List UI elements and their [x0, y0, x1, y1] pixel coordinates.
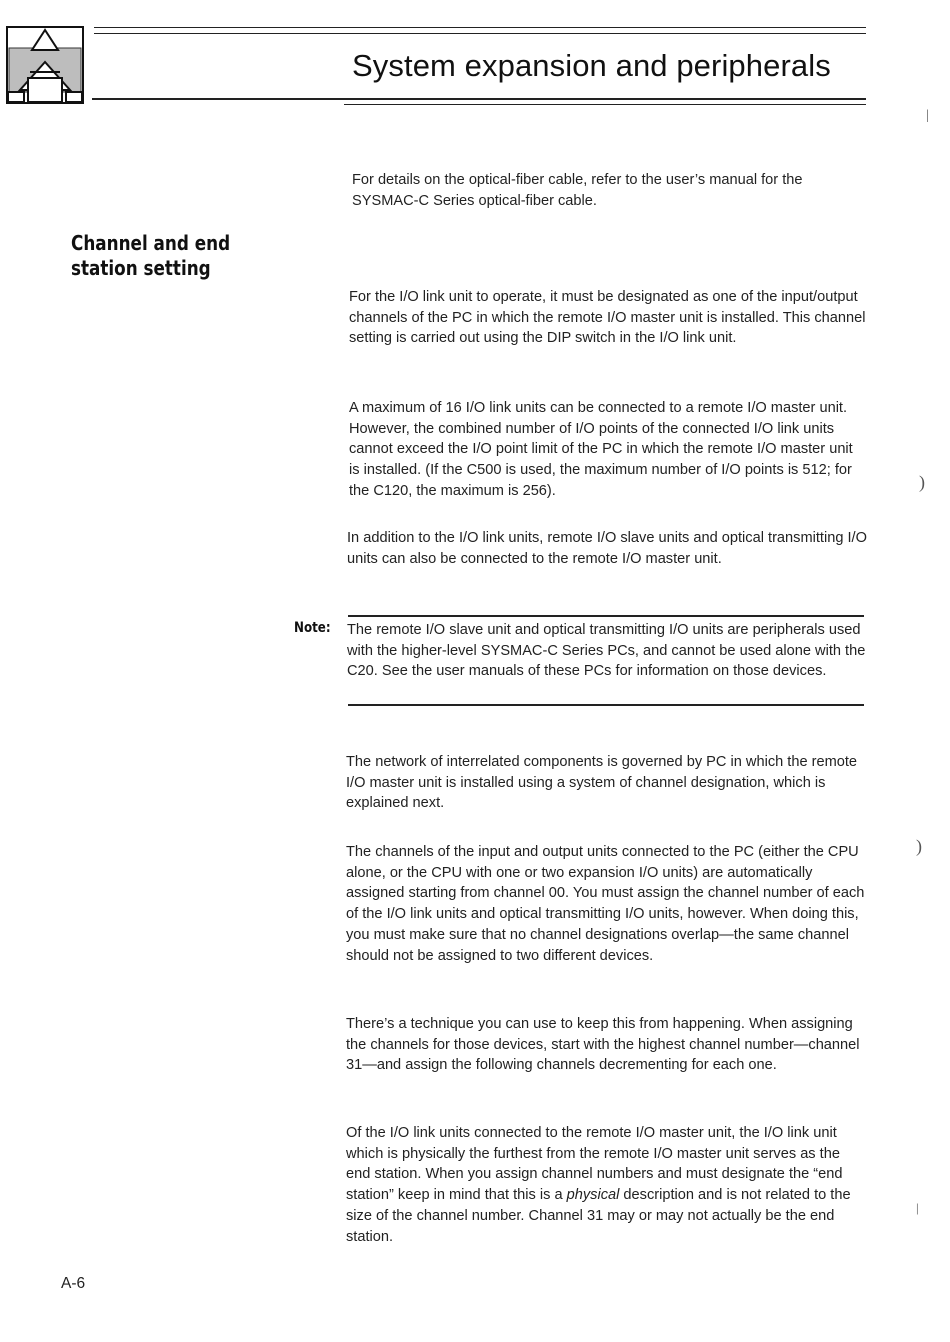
header-rule-bottom [92, 98, 866, 100]
emphasis-physical: physical [566, 1187, 620, 1204]
body-paragraph-4: The network of interrelated components is governed by PC in which the remote I/O master unit is installed using a system of channel designation, which is explained next. [346, 754, 858, 812]
header-rule-top-2 [94, 33, 866, 34]
page-number: A-6 [61, 1275, 86, 1292]
margin-mark: | [926, 108, 929, 123]
body-paragraph-3: In addition to the I/O link units, remote I/O slave units and optical transmitting I/O units can also be connected to the remote I/O master unit. [347, 530, 867, 567]
note-label: Note: [294, 620, 331, 636]
body-paragraph-1: For the I/O link unit to operate, it must be designated as one of the input/output channels of the PC in which the remote I/O master unit is installed. This channel setting is carried out using the DIP switch in the I/O link unit. [349, 289, 866, 347]
intro-paragraph: For details on the optical-fiber cable, refer to the user’s manual for the SYSMAC-C Series optical-fiber cable. [352, 172, 803, 209]
margin-mark: ) [916, 836, 922, 856]
section-heading: Channel and end station setting [71, 231, 231, 280]
body-paragraph-7 [346, 1123, 866, 1247]
body-paragraph-7-start: Of the I/O link units connected to the remote I/O master unit, the I/O link unit which is physically the furthest from the remote I/O master unit serves as the end station. When you assign channel numbers and must designate the “end station” keep in mind that this is a [346, 1125, 843, 1204]
body-paragraph-5: The channels of the input and output units connected to the PC (either the CPU alone, or the CPU with one or two expansion I/O units) are automatically assigned starting from channel 00. You must assign the channel number of each of the I/O link units and optical transmitting I/O units, however. When doing this, you must make sure that no channel designations overlap—the same channel should not be assigned to two different devices. [346, 844, 865, 964]
header-rule-top [94, 27, 866, 28]
body-paragraph-6: There’s a technique you can use to keep this from happening. When assigning the channels for those devices, start with the highest channel number—channel 31—and assign the following channels decrementing for each one. [346, 1016, 860, 1074]
header-rule-bottom-2 [344, 104, 866, 105]
body-paragraph-7-end: description and is not related to the size of the channel number. Channel 31 may or may not actually be the end station. [346, 1187, 851, 1245]
margin-mark: | [916, 1200, 919, 1215]
body-paragraph-2: A maximum of 16 I/O link units can be connected to a remote I/O master unit. However, the combined number of I/O points of the connected I/O link units cannot exceed the I/O point limit of the PC in which the remote I/O master unit is installed. (If the C500 is used, the maximum number of I/O points is 512; for the C120, the maximum is 256). [349, 400, 853, 499]
section-logo-icon [6, 26, 84, 104]
page-title: System expansion and peripherals [352, 48, 831, 83]
margin-mark: ) [919, 472, 925, 492]
note-text: The remote I/O slave unit and optical transmitting I/O units are peripherals used with the higher-level SYSMAC-C Series PCs, and cannot be used alone with the C20. See the user manuals of these PCs for information on those devices. [347, 622, 866, 680]
note-rule-bottom [348, 704, 864, 706]
note-rule-top [348, 615, 864, 617]
